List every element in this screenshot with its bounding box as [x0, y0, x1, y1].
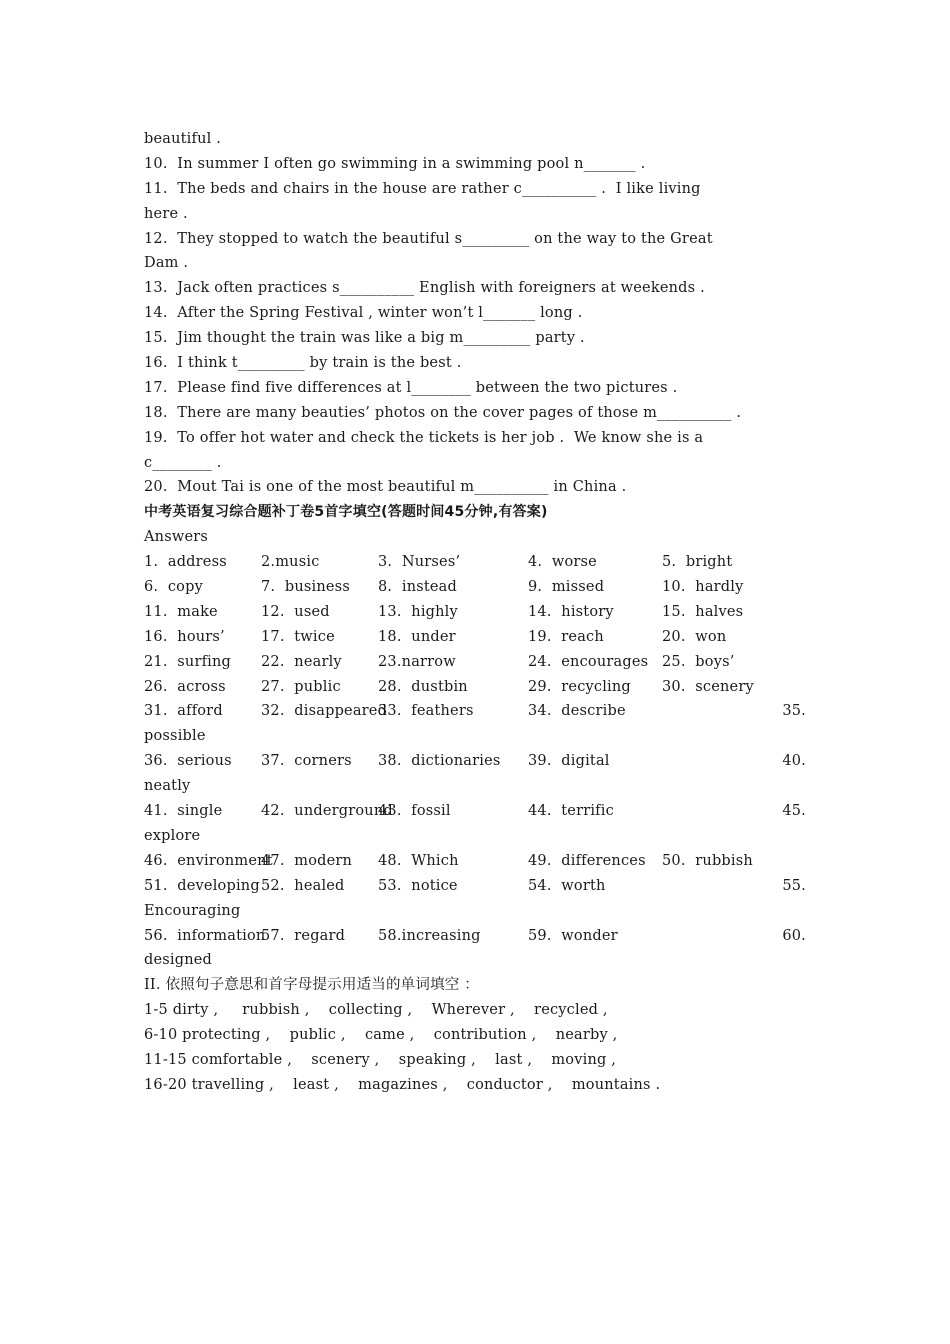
answer-cell: 31. afford	[144, 703, 223, 720]
answer-cell: 24. encourages	[528, 653, 649, 670]
question-line: 10. In summer I often go swimming in a swimming pool n_______ .	[144, 155, 646, 172]
answer-cell: 6. copy	[144, 579, 203, 596]
part2-row: 1-5 dirty , rubbish , collecting , Wherever , recycled ,	[144, 1002, 608, 1019]
answer-cell: 60.	[782, 927, 806, 944]
answer-cell: 28. dustbin	[378, 678, 468, 695]
question-line: 18. There are many beauties’ photos on the cover pages of those m__________ .	[144, 404, 742, 421]
question-line	[144, 177, 806, 202]
answer-cell: 49. differences	[528, 852, 646, 869]
part2-row: 16-20 travelling , least , magazines , conductor , mountains .	[144, 1076, 661, 1093]
question-line: 13. Jack often practices s__________ English with foreigners at weekends .	[144, 280, 705, 297]
answer-cell: 44. terrific	[528, 803, 614, 820]
answer-cell: 33. feathers	[378, 703, 474, 720]
question-line: 17. Please find five differences at l________ between the two pictures .	[144, 379, 678, 396]
answer-row	[144, 699, 806, 724]
answer-row	[144, 625, 806, 650]
answer-row	[144, 749, 806, 774]
answer-row	[144, 600, 806, 625]
answer-cell: 7. business	[261, 579, 350, 596]
part2-row: 11-15 comfortable , scenery , speaking , last , moving ,	[144, 1051, 617, 1068]
question-line: 19. To offer hot water and check the tickets is her job . We know she is a	[144, 429, 704, 446]
answer-cell: 21. surfing	[144, 653, 232, 670]
answer-cell: 34. describe	[528, 703, 626, 720]
answer-cell: 48. Which	[378, 852, 459, 869]
answer-cell: 55.	[782, 877, 806, 894]
answer-cell: 32. disappeared	[261, 703, 388, 720]
answer-cell: 59. wonder	[528, 927, 618, 944]
answer-cell: 19. reach	[528, 628, 604, 645]
answer-row	[144, 675, 806, 700]
part2-title: II. 依照句子意思和首字母提示用适当的单词填空 ：	[144, 977, 479, 994]
answer-row: Encouraging	[144, 902, 241, 919]
answer-row	[144, 799, 806, 824]
answer-cell: 8. instead	[378, 579, 458, 596]
question-line: 14. After the Spring Festival , winter won’t l_______ long .	[144, 305, 583, 322]
answer-cell: 51. developing	[144, 877, 260, 894]
answer-cell: 16. hours’	[144, 628, 225, 645]
question-line: 20. Mout Tai is one of the most beautiful m__________ in China .	[144, 479, 627, 496]
answer-cell: 4. worse	[528, 554, 597, 571]
answer-cell: 20. won	[662, 628, 727, 645]
question-line: beautiful .	[144, 131, 222, 147]
question-text: 11. The beds and chairs in the house are rather c__________ . I like living	[144, 180, 701, 197]
answer-cell: 35.	[782, 703, 806, 720]
answer-cell: 45.	[782, 803, 806, 820]
answer-row: possible	[144, 728, 206, 745]
document-page	[144, 127, 806, 1098]
part2-row: 6-10 protecting , public , came , contribution , nearby ,	[144, 1027, 618, 1044]
answer-cell: 5. bright	[662, 554, 733, 571]
answer-cell: 38. dictionaries	[378, 753, 501, 770]
answer-cell: 12. used	[261, 603, 330, 620]
answer-cell: 14. history	[528, 603, 614, 620]
answer-row: designed	[144, 952, 213, 969]
answer-cell: 27. public	[261, 678, 341, 695]
answer-cell: 57. regard	[261, 927, 346, 944]
answer-cell: 53. notice	[378, 877, 458, 894]
answer-row	[144, 924, 806, 949]
answer-cell: 36. serious	[144, 753, 232, 770]
answer-cell: 30. scenery	[662, 678, 754, 695]
question-line: here .	[144, 205, 188, 222]
answer-cell: 46. environment	[144, 852, 273, 869]
question-line: 16. I think t_________ by train is the best .	[144, 355, 462, 372]
answer-cell: 41. single	[144, 803, 223, 820]
answer-cell: 9. missed	[528, 579, 605, 596]
answer-row	[144, 874, 806, 899]
answer-cell: 39. digital	[528, 753, 610, 770]
answer-cell: 10. hardly	[662, 579, 744, 596]
answer-row	[144, 550, 806, 575]
answer-cell: 2.music	[261, 554, 320, 571]
answer-row	[144, 849, 806, 874]
answer-cell: 56. information	[144, 927, 266, 944]
answer-cell: 52. healed	[261, 877, 345, 894]
answer-cell: 43. fossil	[378, 803, 451, 820]
answers-label: Answers	[144, 529, 209, 546]
answer-cell: 11. make	[144, 603, 218, 620]
answer-cell: 37. corners	[261, 753, 352, 770]
answer-cell: 29. recycling	[528, 678, 631, 695]
answer-cell: 50. rubbish	[662, 852, 753, 869]
answer-cell: 26. across	[144, 678, 226, 695]
question-line: c________ .	[144, 454, 222, 471]
answer-row: neatly	[144, 778, 191, 795]
answer-cell: 22. nearly	[261, 653, 342, 670]
answer-cell: 40.	[782, 753, 806, 770]
answer-cell: 25. boys’	[662, 653, 735, 670]
section-title: 中考英语复习综合题补丁卷5首字填空(答题时间45分钟,有答案)	[144, 504, 548, 521]
answer-cell: 18. under	[378, 628, 456, 645]
answer-row	[144, 575, 806, 600]
answer-cell: 23.narrow	[378, 653, 456, 670]
answer-cell: 15. halves	[662, 603, 744, 620]
answer-cell: 1. address	[144, 554, 227, 571]
answer-row: explore	[144, 827, 201, 844]
answer-cell: 17. twice	[261, 628, 335, 645]
answer-cell: 54. worth	[528, 877, 606, 894]
answer-cell: 58.increasing	[378, 927, 481, 944]
answer-cell: 3. Nurses’	[378, 554, 461, 571]
answer-cell: 42. underground	[261, 803, 393, 820]
answer-row	[144, 650, 806, 675]
question-line: Dam .	[144, 255, 189, 272]
answer-cell: 47. modern	[261, 852, 353, 869]
answers-grid	[144, 550, 806, 973]
answer-cell: 13. highly	[378, 603, 458, 620]
question-line: 15. Jim thought the train was like a big m_________ party .	[144, 330, 585, 347]
question-line: 12. They stopped to watch the beautiful s_________ on the way to the Great	[144, 230, 713, 247]
